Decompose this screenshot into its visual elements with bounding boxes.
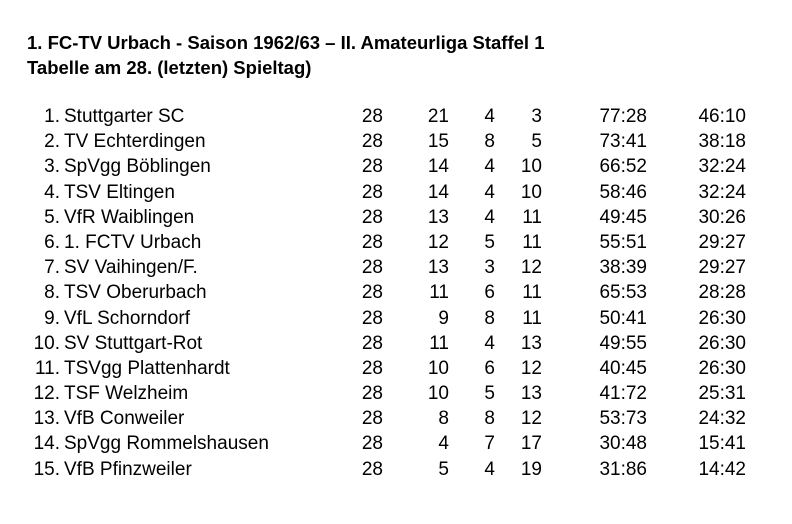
- losses-cell: 17: [520, 433, 542, 455]
- page-title: 1. FC-TV Urbach - Saison 1962/63 – II. Amateurliga Staffel 1: [27, 32, 545, 53]
- goals-cell: 66:52: [599, 156, 647, 178]
- losses-cell: 19: [520, 458, 542, 480]
- points-cell: 30:26: [698, 206, 746, 228]
- games-played-cell: 28: [361, 257, 383, 279]
- points-cell: 28:28: [698, 282, 746, 304]
- wins-cell: 12: [427, 231, 449, 253]
- wins-cell: 10: [427, 383, 449, 405]
- points-cell: 32:24: [698, 181, 746, 203]
- goals-cell: 40:45: [599, 357, 647, 379]
- games-played-cell: 28: [361, 131, 383, 153]
- table-row: [0, 331, 792, 356]
- team-name-cell: SV Stuttgart-Rot: [64, 332, 203, 354]
- losses-cell: 12: [520, 257, 542, 279]
- rank-cell: 11.: [34, 357, 60, 379]
- table-row: [0, 255, 792, 280]
- rank-cell: 10.: [33, 332, 60, 354]
- points-cell: 29:27: [698, 231, 746, 253]
- table-row: [0, 180, 792, 205]
- wins-cell: 21: [427, 106, 449, 127]
- goals-cell: 38:39: [599, 257, 647, 279]
- losses-cell: 11: [522, 231, 542, 253]
- draws-cell: 4: [484, 181, 495, 203]
- games-played-cell: 28: [361, 458, 383, 480]
- games-played-cell: 28: [361, 307, 383, 329]
- table-row: [0, 230, 792, 255]
- team-name-cell: TV Echterdingen: [64, 131, 206, 153]
- rank-cell: 14.: [33, 433, 60, 455]
- losses-cell: 13: [520, 383, 542, 405]
- rank-cell: 8.: [44, 282, 60, 304]
- goals-cell: 50:41: [599, 307, 647, 329]
- team-name-cell: TSF Welzheim: [64, 383, 189, 405]
- points-cell: 26:30: [698, 357, 746, 379]
- goals-cell: 49:45: [599, 206, 647, 228]
- points-cell: 46:10: [698, 106, 746, 127]
- losses-cell: 5: [531, 131, 542, 153]
- rank-cell: 7.: [44, 257, 60, 279]
- rank-cell: 6.: [44, 231, 60, 253]
- rank-cell: 5.: [44, 206, 60, 228]
- standings-table: [0, 104, 792, 482]
- draws-cell: 4: [484, 156, 495, 178]
- goals-cell: 77:28: [599, 106, 647, 127]
- rank-cell: 13.: [33, 408, 60, 430]
- goals-cell: 49:55: [599, 332, 647, 354]
- goals-cell: 41:72: [599, 383, 647, 405]
- losses-cell: 11: [522, 206, 542, 228]
- games-played-cell: 28: [361, 282, 383, 304]
- goals-cell: 73:41: [599, 131, 647, 153]
- wins-cell: 14: [427, 181, 449, 203]
- wins-cell: 9: [438, 307, 449, 329]
- wins-cell: 15: [427, 131, 449, 153]
- table-row: [0, 280, 792, 305]
- team-name-cell: Stuttgarter SC: [64, 106, 185, 127]
- games-played-cell: 28: [361, 106, 383, 127]
- team-name-cell: VfL Schorndorf: [64, 307, 191, 329]
- losses-cell: 12: [520, 408, 542, 430]
- losses-cell: 13: [520, 332, 542, 354]
- wins-cell: 10: [427, 357, 449, 379]
- draws-cell: 4: [484, 332, 495, 354]
- draws-cell: 4: [484, 206, 495, 228]
- table-row: [0, 154, 792, 179]
- games-played-cell: 28: [361, 332, 383, 354]
- draws-cell: 6: [484, 282, 495, 304]
- points-cell: 26:30: [698, 307, 746, 329]
- draws-cell: 5: [484, 231, 495, 253]
- points-cell: 38:18: [698, 131, 746, 153]
- wins-cell: 14: [427, 156, 449, 178]
- table-row: [0, 381, 792, 406]
- games-played-cell: 28: [361, 156, 383, 178]
- games-played-cell: 28: [361, 231, 383, 253]
- losses-cell: 11: [522, 307, 542, 329]
- table-row: [0, 129, 792, 154]
- team-name-cell: SpVgg Böblingen: [64, 156, 211, 178]
- rank-cell: 12.: [33, 383, 60, 405]
- losses-cell: 10: [520, 156, 542, 178]
- team-name-cell: 1. FCTV Urbach: [64, 231, 202, 253]
- draws-cell: 7: [484, 433, 495, 455]
- points-cell: 25:31: [698, 383, 746, 405]
- rank-cell: 1.: [44, 106, 60, 127]
- team-name-cell: TSV Oberurbach: [64, 282, 207, 304]
- rank-cell: 2.: [44, 131, 60, 153]
- rank-cell: 3.: [44, 156, 60, 178]
- table-row: [0, 356, 792, 381]
- team-name-cell: SV Vaihingen/F.: [64, 257, 198, 279]
- draws-cell: 5: [484, 383, 495, 405]
- table-row: [0, 104, 792, 129]
- rank-cell: 4.: [44, 181, 60, 203]
- points-cell: 26:30: [698, 332, 746, 354]
- wins-cell: 5: [438, 458, 449, 480]
- draws-cell: 8: [484, 408, 495, 430]
- goals-cell: 31:86: [599, 458, 647, 480]
- games-played-cell: 28: [361, 181, 383, 203]
- draws-cell: 8: [484, 131, 495, 153]
- team-name-cell: TSVgg Plattenhardt: [64, 357, 230, 379]
- draws-cell: 6: [484, 357, 495, 379]
- table-row: [0, 431, 792, 456]
- goals-cell: 30:48: [599, 433, 647, 455]
- games-played-cell: 28: [361, 206, 383, 228]
- points-cell: 24:32: [698, 408, 746, 430]
- draws-cell: 8: [484, 307, 495, 329]
- table-row: [0, 406, 792, 431]
- wins-cell: 11: [429, 282, 449, 304]
- team-name-cell: VfB Pfinzweiler: [64, 458, 192, 480]
- losses-cell: 3: [531, 106, 542, 127]
- document-header: [27, 30, 545, 80]
- draws-cell: 4: [484, 458, 495, 480]
- games-played-cell: 28: [361, 408, 383, 430]
- wins-cell: 11: [429, 332, 449, 354]
- wins-cell: 4: [438, 433, 449, 455]
- goals-cell: 58:46: [599, 181, 647, 203]
- team-name-cell: SpVgg Rommelshausen: [64, 433, 269, 455]
- points-cell: 15:41: [698, 433, 746, 455]
- losses-cell: 11: [522, 282, 542, 304]
- games-played-cell: 28: [361, 383, 383, 405]
- games-played-cell: 28: [361, 433, 383, 455]
- wins-cell: 8: [438, 408, 449, 430]
- page-subtitle: Tabelle am 28. (letzten) Spieltag): [27, 57, 312, 78]
- wins-cell: 13: [427, 206, 449, 228]
- points-cell: 29:27: [698, 257, 746, 279]
- table-row: [0, 306, 792, 331]
- team-name-cell: VfR Waiblingen: [64, 206, 195, 228]
- losses-cell: 10: [520, 181, 542, 203]
- points-cell: 32:24: [698, 156, 746, 178]
- draws-cell: 3: [484, 257, 495, 279]
- games-played-cell: 28: [361, 357, 383, 379]
- draws-cell: 4: [484, 106, 495, 127]
- team-name-cell: TSV Eltingen: [64, 181, 175, 203]
- points-cell: 14:42: [698, 458, 746, 480]
- table-row: [0, 205, 792, 230]
- goals-cell: 65:53: [599, 282, 647, 304]
- rank-cell: 15.: [33, 458, 60, 480]
- losses-cell: 12: [520, 357, 542, 379]
- rank-cell: 9.: [44, 307, 60, 329]
- goals-cell: 53:73: [599, 408, 647, 430]
- team-name-cell: VfB Conweiler: [64, 408, 185, 430]
- table-row: [0, 457, 792, 482]
- goals-cell: 55:51: [599, 231, 647, 253]
- wins-cell: 13: [427, 257, 449, 279]
